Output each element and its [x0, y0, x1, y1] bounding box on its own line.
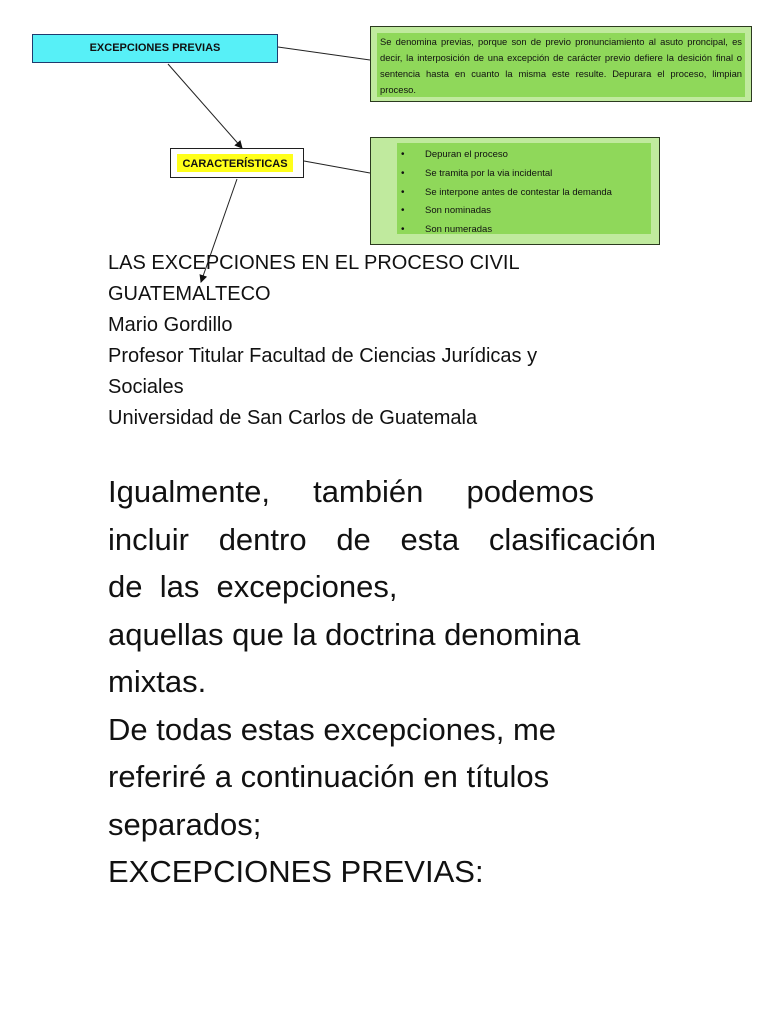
- citation-position-line2: Sociales: [108, 376, 184, 398]
- list-item: • Se tramita por la via incidental: [397, 165, 612, 184]
- citation-title-line2: GUATEMALTECO: [108, 283, 271, 305]
- connector-caracteristicas-to-lista: [304, 161, 370, 173]
- citation-title-line1: LAS EXCEPCIONES EN EL PROCESO CIVIL: [108, 252, 520, 274]
- citation-author: Mario Gordillo: [108, 314, 233, 336]
- bullet-icon: •: [401, 224, 405, 236]
- bullet-icon: •: [401, 149, 405, 160]
- body-line-1: Igualmente, también podemos: [108, 474, 594, 509]
- bullet-icon: •: [401, 205, 405, 217]
- excepciones-previas-label: EXCEPCIONES PREVIAS: [89, 42, 221, 54]
- citation-institution: Universidad de San Carlos de Guatemala: [108, 407, 478, 429]
- body-line-5: mixtas.: [108, 664, 207, 699]
- body-line-3: de las excepciones,: [108, 569, 398, 604]
- caracteristicas-list: [397, 146, 612, 240]
- citation-block: [108, 248, 608, 434]
- arrow-excepciones-to-caracteristicas: [168, 64, 242, 148]
- list-item: • Son numeradas: [397, 221, 612, 240]
- body-line-9: EXCEPCIONES PREVIAS:: [108, 854, 484, 889]
- definicion-box: [370, 26, 752, 102]
- bullet-icon: •: [401, 167, 405, 179]
- definicion-text: Se denomina previas, porque son de previo pronunciamiento al asuto proncipal, es decir, la interposición de una excepción de carácter previo defiere la desición final o sentencia hasta en cuanto la misma este resulte. Depurara el proceso, limpian proceso.: [377, 33, 745, 97]
- body-paragraph: [108, 468, 668, 896]
- bullet-icon: •: [401, 186, 405, 198]
- body-line-4: aquellas que la doctrina denomina: [108, 616, 581, 652]
- citation-position-line1: Profesor Titular Facultad de Ciencias Jurídicas y: [108, 345, 538, 367]
- list-item: • Son nominadas: [397, 202, 612, 221]
- connector-excepciones-to-definicion: [278, 47, 370, 60]
- list-item: • Se interpone antes de contestar la demanda: [397, 184, 612, 203]
- list-item: • Depuran el proceso: [397, 146, 612, 165]
- caracteristicas-box: [170, 148, 304, 178]
- caracteristicas-label: CARACTERÍSTICAS: [177, 154, 293, 172]
- body-line-6: De todas estas excepciones, me: [108, 711, 557, 747]
- caracteristicas-list-panel: [397, 143, 651, 234]
- caracteristicas-list-box: [370, 137, 660, 245]
- body-line-2: incluir dentro de esta clasificación: [108, 521, 656, 557]
- body-line-8: separados;: [108, 806, 262, 842]
- body-line-7: referiré a continuación en títulos: [108, 759, 550, 794]
- excepciones-previas-box: [32, 34, 278, 63]
